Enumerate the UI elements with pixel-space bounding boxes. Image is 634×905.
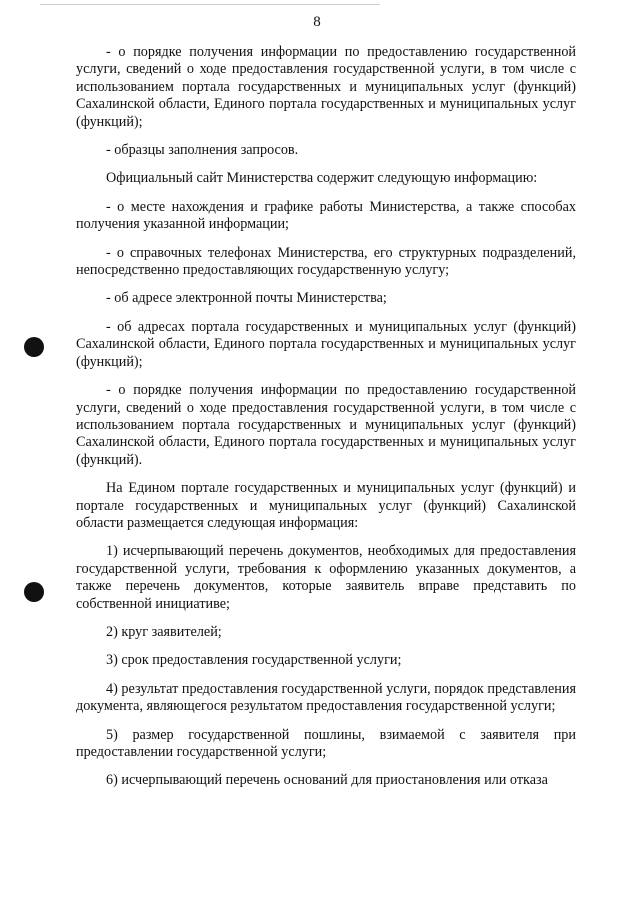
paragraph: 6) исчерпывающий перечень оснований для приостановления или отказа (106, 772, 548, 789)
paragraph: Официальный сайт Министерства содержит следующую информацию: (106, 170, 538, 187)
paragraph: 4) результат предоставления государственной услуги, порядок представления документа, являющегося результатом предоставления государственной услуги; (76, 680, 576, 715)
page-number: 8 (313, 14, 321, 30)
paragraph: 1) исчерпывающий перечень документов, необходимых для предоставления государственной услуги, требования к оформлению указанных документов, а также перечень документов, которые заявитель вправе представить по собственной инициативе; (76, 543, 576, 612)
paragraph: - о порядке получения информации по предоставлению государственной услуги, сведений о ходе предоставления государственной услуги, в том числе с использованием портала государственных и муниципальных услуг (функций) Сахалинской области, Единого портала государственных и муниципальных услуг (функций); (76, 44, 576, 130)
paragraph: - о справочных телефонах Министерства, его структурных подразделений, непосредственно предоставляющих государственную услугу; (76, 244, 576, 279)
paragraph: - образцы заполнения запросов. (106, 142, 299, 159)
paragraph: 3) срок предоставления государственной услуги; (106, 652, 402, 669)
paragraph: 2) круг заявителей; (106, 623, 222, 640)
paragraph: - о месте нахождения и графике работы Министерства, а также способах получения указанной информации; (76, 198, 576, 233)
paragraph: 5) размер государственной пошлины, взимаемой с заявителя при предоставлении государственной услуги; (76, 726, 576, 760)
paragraph: На Едином портале государственных и муниципальных услуг (функций) и портале государственных и муниципальных услуг (функций) Сахалинской области размещается следующая информация: (76, 480, 576, 531)
document-body (76, 44, 576, 801)
scan-artifact-line (40, 4, 380, 5)
paragraph: - о порядке получения информации по предоставлению государственной услуги, сведений о ходе предоставления государственной услуги, в том числе с использованием портала государственных и муниципальных услуг (функций) Сахалинской области, Единого портала государственных и муниципальных услуг (функций). (76, 382, 576, 468)
punch-hole-mark (24, 582, 44, 602)
paragraph: - об адресе электронной почты Министерства; (106, 290, 387, 307)
punch-hole-mark (24, 337, 44, 357)
paragraph: - об адресах портала государственных и муниципальных услуг (функций) Сахалинской области, Единого портала государственных и муниципальных услуг (функций); (76, 318, 576, 370)
